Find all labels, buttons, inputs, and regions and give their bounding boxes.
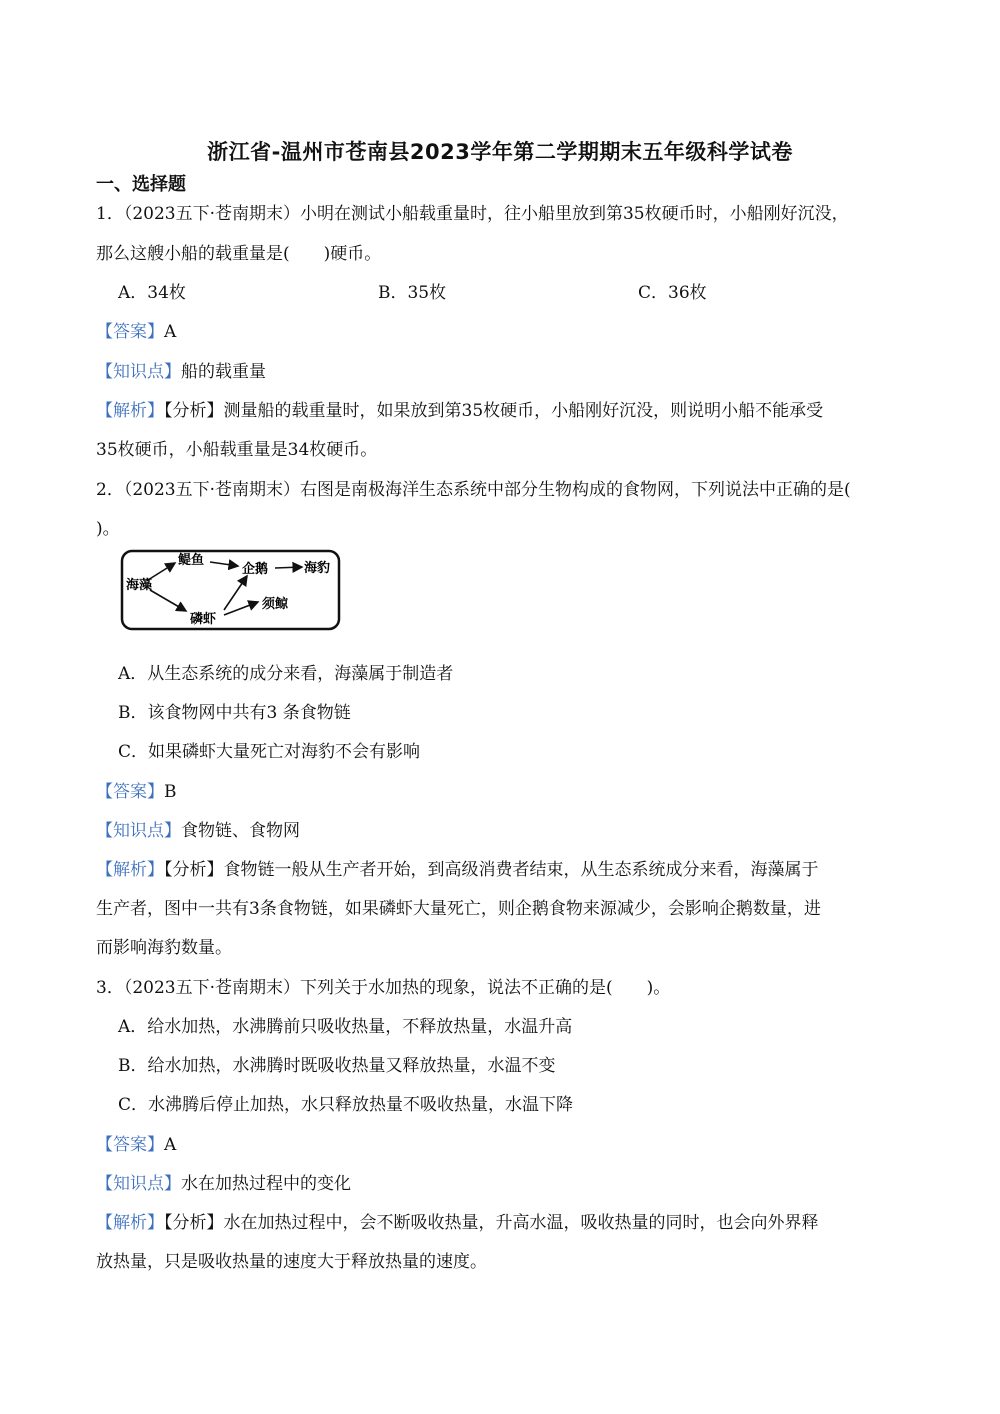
analysis-text: 【分析】食物链一般从生产者开始，到高级消费者结束，从生态系统成分来看，海藻属于 <box>164 860 819 880</box>
analysis-tag: 【解析】 <box>96 860 164 880</box>
question-1-option-c: C．36枚 <box>638 283 707 303</box>
question-2-analysis-line-3: 而影响海豹数量。 <box>96 938 232 958</box>
question-1-option-b: B．35枚 <box>378 283 447 303</box>
question-3-option-c: C．水沸腾后停止加热，水只释放热量不吸收热量，水温下降 <box>118 1095 574 1115</box>
question-3-option-a: A．给水加热，水沸腾前只吸收热量，不释放热量，水温升高 <box>118 1017 573 1037</box>
answer-tag: 【答案】 <box>96 1135 164 1155</box>
question-3-line-1: 3．（2023五下·苍南期末）下列关于水加热的现象，说法不正确的是( )。 <box>96 978 671 998</box>
question-2-line-2: )。 <box>96 519 120 539</box>
question-1-knowledge <box>96 360 266 384</box>
node-krill: 磷虾 <box>190 612 217 627</box>
analysis-tag: 【解析】 <box>96 401 164 421</box>
node-seal: 海豹 <box>304 561 331 576</box>
question-1-answer <box>96 320 176 344</box>
question-2-knowledge <box>96 819 300 843</box>
question-1-analysis-line-2: 35枚硬币，小船载重量是34枚硬币。 <box>96 440 378 460</box>
question-2-line-1: 2．（2023五下·苍南期末）右图是南极海洋生态系统中部分生物构成的食物网，下列说法中正确的是( <box>96 480 851 500</box>
knowledge-tag: 【知识点】 <box>96 362 181 382</box>
knowledge-tag: 【知识点】 <box>96 821 181 841</box>
answer-value: A <box>164 322 177 342</box>
arrow-seaweed-to-krill <box>150 590 186 611</box>
section-heading: 一、选择题 <box>96 174 186 195</box>
question-1-line-2: 那么这艘小船的载重量是( )硬币。 <box>96 244 382 264</box>
question-1-option-a: A．34枚 <box>118 283 186 303</box>
knowledge-value: 食物链、食物网 <box>181 821 300 841</box>
question-3-analysis-line-1 <box>96 1211 819 1235</box>
knowledge-value: 水在加热过程中的变化 <box>181 1174 351 1194</box>
node-seaweed: 海藻 <box>126 578 153 593</box>
knowledge-value: 船的载重量 <box>181 362 266 382</box>
question-2-option-b: B．该食物网中共有3 条食物链 <box>118 703 351 723</box>
question-2-option-c: C．如果磷虾大量死亡对海豹不会有影响 <box>118 742 421 762</box>
food-web-diagram <box>120 548 342 632</box>
answer-value: A <box>164 1135 177 1155</box>
arrow-krill-to-penguin <box>224 576 247 610</box>
node-penguin: 企鹅 <box>242 562 269 577</box>
question-1-analysis-line-1 <box>96 399 823 423</box>
question-3-analysis-line-2: 放热量，只是吸收热量的速度大于释放热量的速度。 <box>96 1252 487 1272</box>
knowledge-tag: 【知识点】 <box>96 1174 181 1194</box>
question-3-answer <box>96 1133 176 1157</box>
answer-tag: 【答案】 <box>96 322 164 342</box>
question-1-line-1: 1．（2023五下·苍南期末）小明在测试小船载重量时，往小船里放到第35枚硬币时，小船刚好沉没， <box>96 204 849 224</box>
analysis-text: 【分析】水在加热过程中，会不断吸收热量，升高水温，吸收热量的同时，也会向外界释 <box>164 1213 819 1233</box>
node-anchovy: 鳀鱼 <box>178 553 205 568</box>
question-2-analysis-line-2: 生产者，图中一共有3条食物链，如果磷虾大量死亡，则企鹅食物来源减少，会影响企鹅数量，进 <box>96 899 821 919</box>
analysis-tag: 【解析】 <box>96 1213 164 1233</box>
arrow-krill-to-whale <box>224 602 258 615</box>
arrow-penguin-to-seal <box>275 567 302 568</box>
question-2-option-a: A．从生态系统的成分来看，海藻属于制造者 <box>118 664 454 684</box>
node-baleen-whale: 须鲸 <box>262 597 289 612</box>
question-2-analysis-line-1 <box>96 858 819 882</box>
answer-tag: 【答案】 <box>96 782 164 802</box>
arrow-seaweed-to-anchovy <box>148 563 175 580</box>
page-title: 浙江省-温州市苍南县2023学年第二学期期末五年级科学试卷 <box>207 140 793 164</box>
question-3-knowledge <box>96 1172 351 1196</box>
question-3-option-b: B．给水加热，水沸腾时既吸收热量又释放热量，水温不变 <box>118 1056 556 1076</box>
arrow-anchovy-to-penguin <box>210 562 238 566</box>
analysis-text: 【分析】测量船的载重量时，如果放到第35枚硬币，小船刚好沉没，则说明小船不能承受 <box>164 401 824 421</box>
question-2-answer <box>96 780 177 804</box>
answer-value: B <box>164 782 177 802</box>
